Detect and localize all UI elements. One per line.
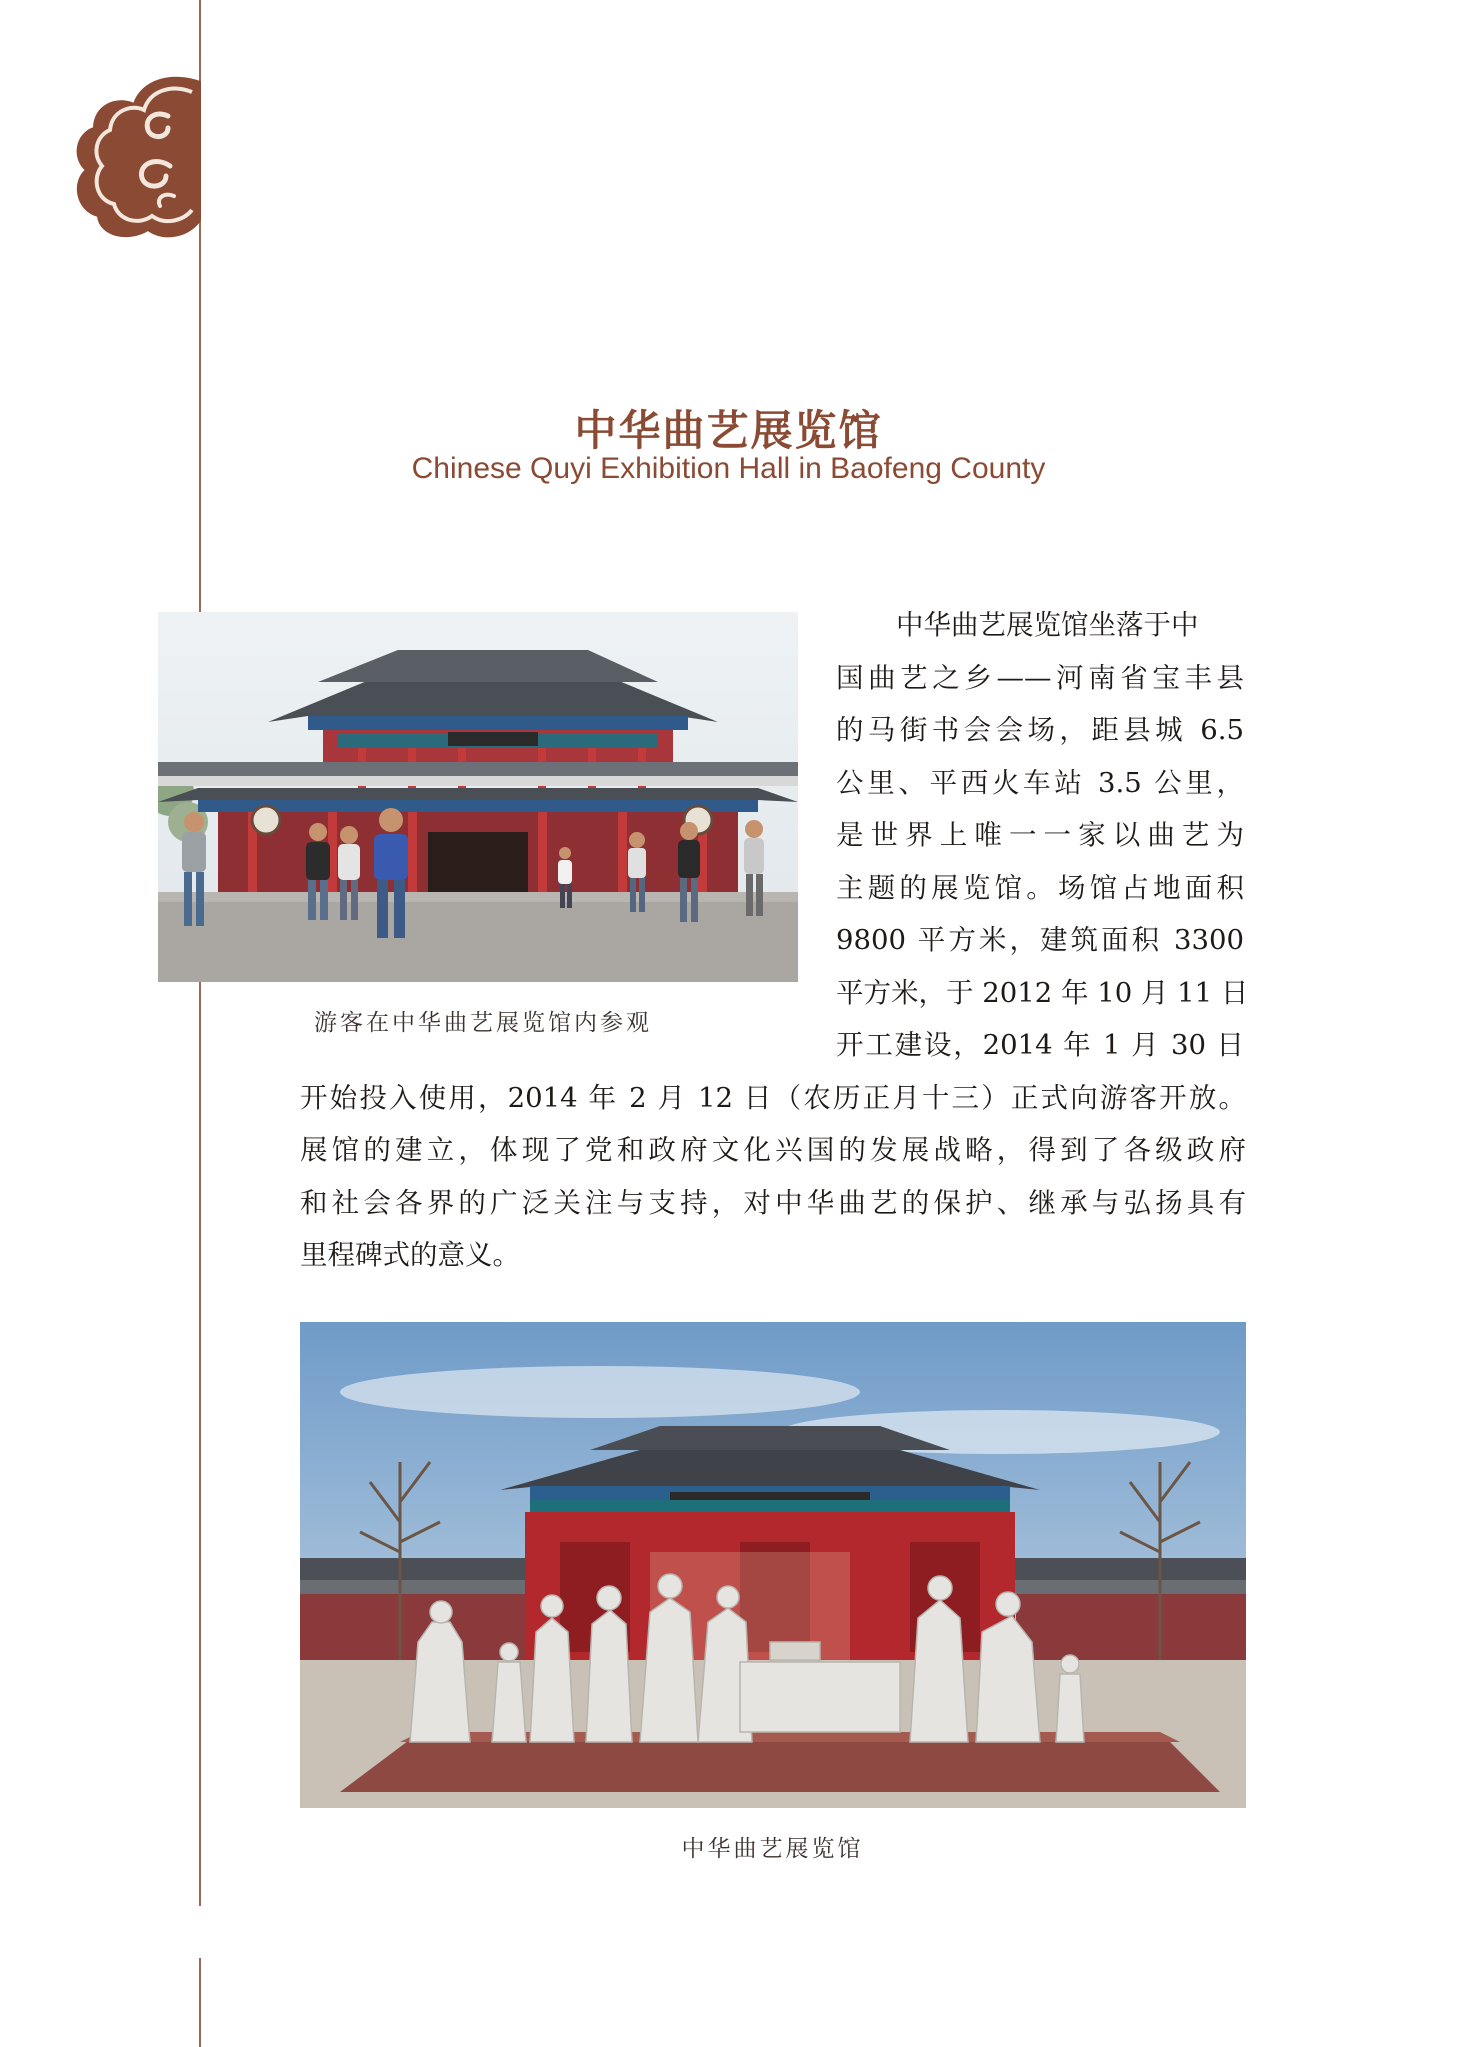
body-text-line: 国曲艺之乡——河南省宝丰县 xyxy=(836,662,1244,694)
auspicious-cloud-icon xyxy=(72,70,204,240)
body-text-line: 主题的展览馆。场馆占地面积 xyxy=(836,872,1244,904)
margin-rule-bottom xyxy=(199,1958,201,2047)
page-subtitle-english: Chinese Quyi Exhibition Hall in Baofeng County xyxy=(411,452,1046,485)
body-text-line: 平方米，于 2012 年 10 月 11 日 xyxy=(836,977,1249,1009)
body-text-line: 和社会各界的广泛关注与支持，对中华曲艺的保护、继承与弘扬具有 xyxy=(300,1187,1246,1219)
photo-hall-statues xyxy=(300,1322,1246,1808)
body-text-line: 公里、平西火车站 3.5 公里， xyxy=(836,767,1244,799)
body-text-line: 里程碑式的意义。 xyxy=(300,1239,520,1271)
body-text-line: 的马街书会会场，距县城 6.5 xyxy=(836,714,1244,746)
photo-caption-hall: 中华曲艺展览馆 xyxy=(681,1836,864,1862)
page-title: 中华曲艺展览馆 xyxy=(574,406,883,455)
body-text-line: 展馆的建立，体现了党和政府文化兴国的发展战略，得到了各级政府 xyxy=(300,1134,1246,1166)
body-text-line: 9800 平方米，建筑面积 3300 xyxy=(836,924,1244,956)
photo-caption-visitors: 游客在中华曲艺展览馆内参观 xyxy=(314,1010,652,1036)
body-text-line: 开始投入使用，2014 年 2 月 12 日（农历正月十三）正式向游客开放。 xyxy=(300,1082,1246,1114)
body-text-line: 是世界上唯一一家以曲艺为 xyxy=(836,819,1244,851)
photo-visitors-at-hall xyxy=(158,612,798,982)
body-text-line: 中华曲艺展览馆坐落于中 xyxy=(896,609,1199,641)
body-text-line: 开工建设，2014 年 1 月 30 日 xyxy=(836,1029,1244,1061)
